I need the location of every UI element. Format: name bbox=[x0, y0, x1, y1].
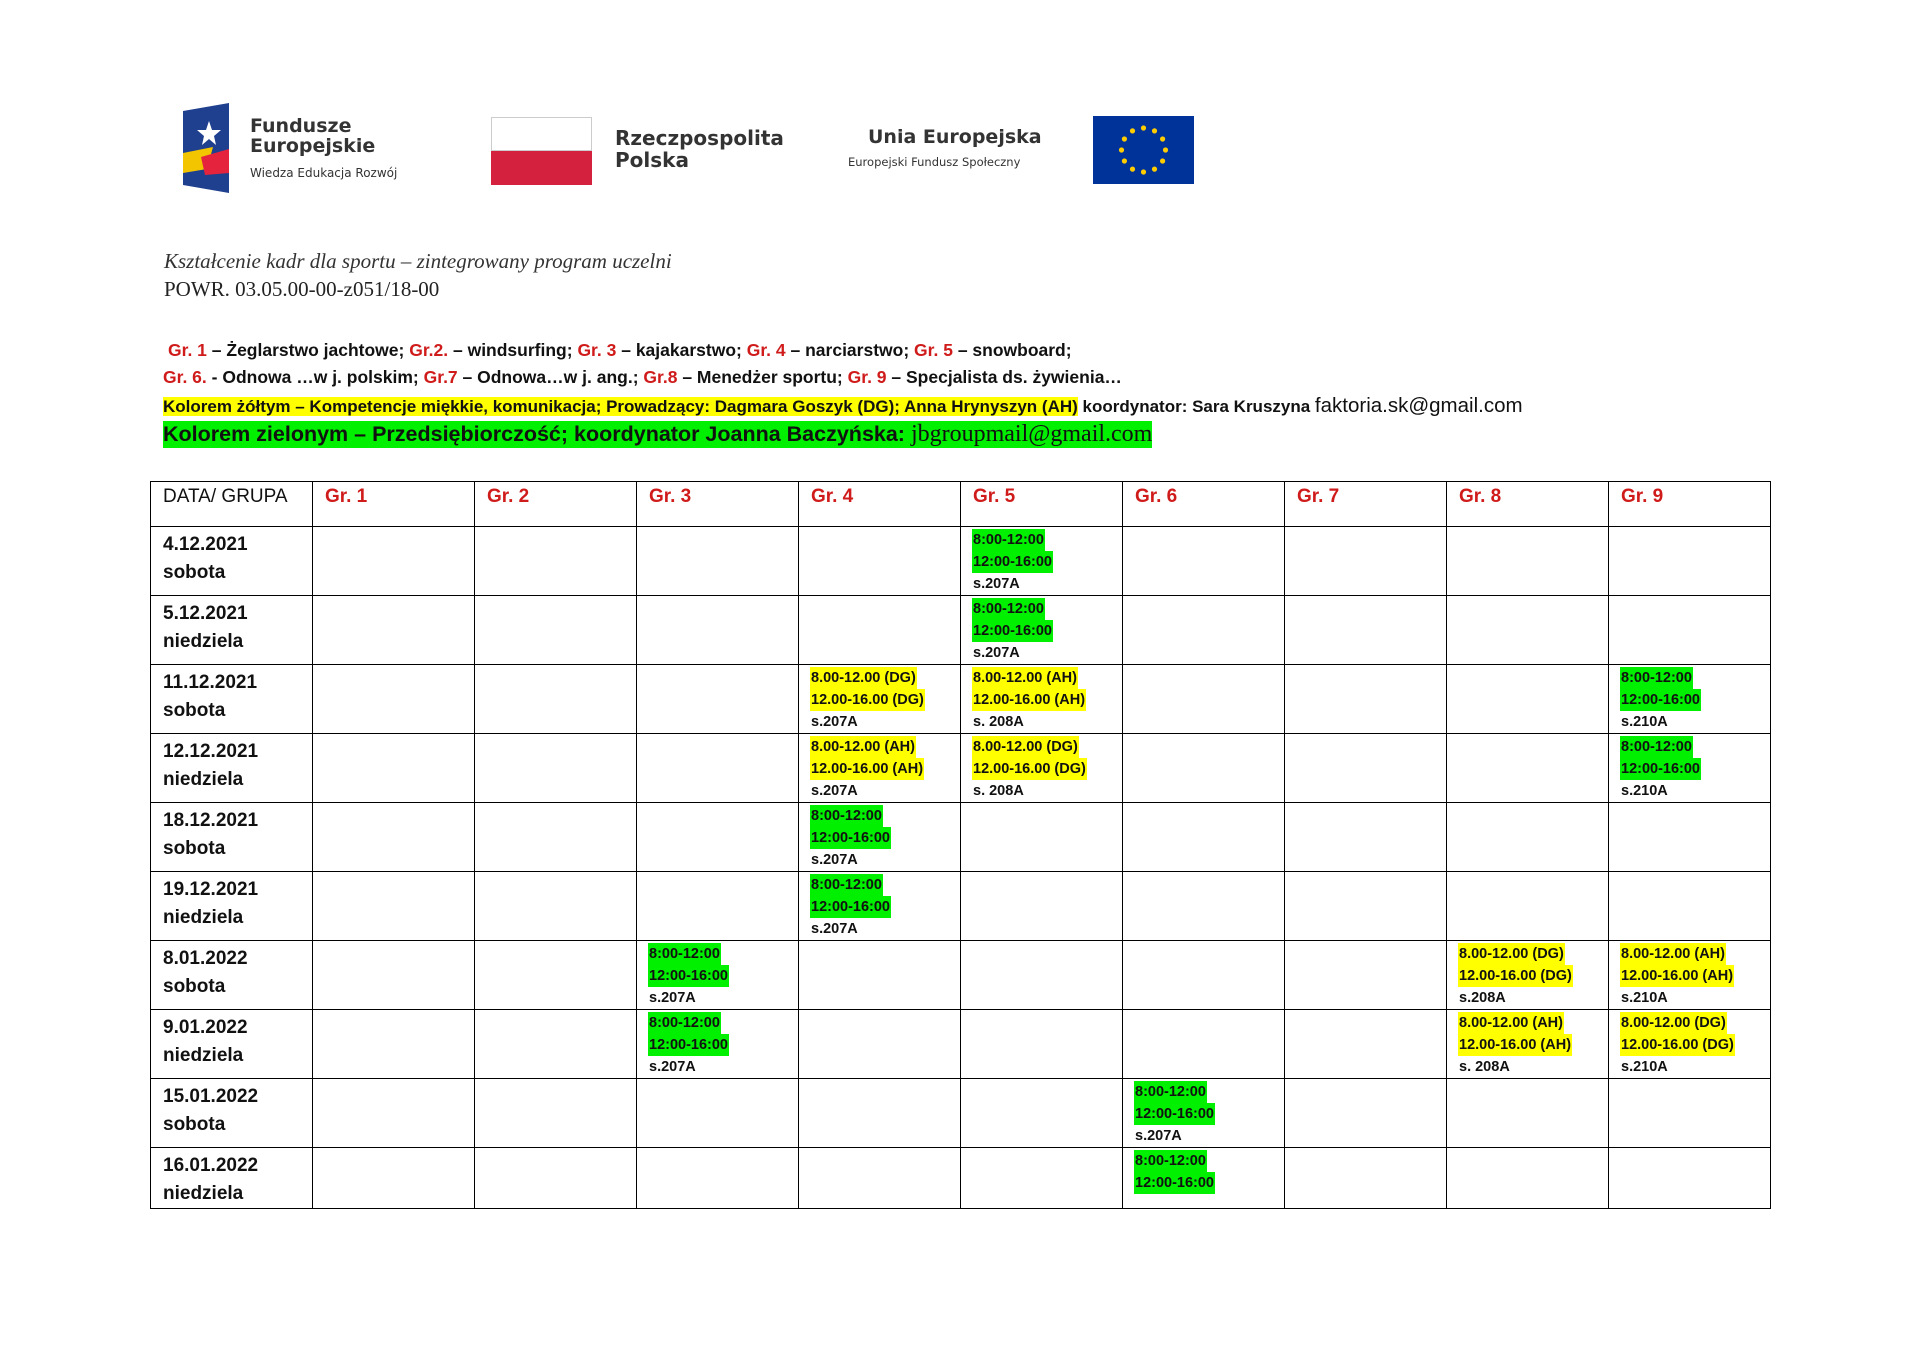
time-slot: 12.00-16.00 (AH) bbox=[972, 689, 1086, 711]
schedule-cell bbox=[799, 596, 961, 665]
group-legend-line-2 bbox=[163, 367, 1122, 388]
legend-group-description: – Odnowa…w j. ang.; bbox=[457, 367, 644, 387]
time-slot: 12:00-16:00 bbox=[1134, 1172, 1215, 1194]
weekday-text: niedziela bbox=[163, 1045, 244, 1066]
logo-bar bbox=[183, 100, 1203, 195]
schedule-cell bbox=[1447, 1148, 1609, 1209]
schedule-cell bbox=[1447, 665, 1609, 734]
eu-star-icon bbox=[1152, 128, 1157, 133]
legend-group-label: Gr.8 bbox=[643, 367, 678, 387]
time-slot: 8.00-12.00 (DG) bbox=[972, 736, 1079, 758]
date-cell bbox=[151, 941, 313, 1010]
schedule-cell bbox=[637, 872, 799, 941]
time-slot: 12.00-16.00 (DG) bbox=[1620, 1034, 1735, 1056]
schedule-cell bbox=[961, 596, 1123, 665]
schedule-cell bbox=[799, 1148, 961, 1209]
room-label: s. 208A bbox=[973, 714, 1024, 730]
schedule-cell bbox=[1609, 941, 1771, 1010]
date-text: 12.12.2021 bbox=[163, 741, 259, 762]
schedule-cell bbox=[637, 665, 799, 734]
schedule-cell bbox=[1609, 1148, 1771, 1209]
date-cell bbox=[151, 872, 313, 941]
schedule-cell bbox=[1285, 734, 1447, 803]
schedule-table bbox=[150, 481, 1771, 1209]
room-label: s.210A bbox=[1621, 783, 1668, 799]
header-group-6: Gr. 6 bbox=[1123, 482, 1285, 527]
weekday-text: niedziela bbox=[163, 1183, 244, 1204]
schedule-cell bbox=[475, 803, 637, 872]
eu-star-icon bbox=[1152, 167, 1157, 172]
date-cell bbox=[151, 803, 313, 872]
time-slot: 12:00-16:00 bbox=[972, 620, 1053, 642]
schedule-cell bbox=[799, 665, 961, 734]
schedule-cell bbox=[1609, 872, 1771, 941]
schedule-cell bbox=[1285, 1010, 1447, 1079]
room-label: s.207A bbox=[811, 714, 858, 730]
schedule-cell bbox=[961, 941, 1123, 1010]
schedule-cell bbox=[313, 527, 475, 596]
time-slot: 12:00-16:00 bbox=[648, 965, 729, 987]
time-slot: 8.00-12.00 (AH) bbox=[810, 736, 916, 758]
schedule-cell bbox=[1123, 803, 1285, 872]
eu-star-icon bbox=[1141, 169, 1146, 174]
schedule-cell bbox=[799, 527, 961, 596]
time-slot: 12:00-16:00 bbox=[1620, 689, 1701, 711]
schedule-cell bbox=[1447, 1079, 1609, 1148]
time-slot: 8:00-12:00 bbox=[648, 943, 721, 965]
time-slot: 12:00-16:00 bbox=[972, 551, 1053, 573]
header-group-5: Gr. 5 bbox=[961, 482, 1123, 527]
date-text: 5.12.2021 bbox=[163, 603, 248, 624]
schedule-cell bbox=[637, 803, 799, 872]
schedule-cell bbox=[637, 1010, 799, 1079]
yellow-coordinator: koordynator: Sara Kruszyna bbox=[1077, 397, 1315, 416]
table-row bbox=[151, 1148, 1771, 1209]
schedule-cell bbox=[1285, 527, 1447, 596]
schedule-cell bbox=[1123, 941, 1285, 1010]
time-slot: 8:00-12:00 bbox=[1620, 736, 1693, 758]
time-slot: 8:00-12:00 bbox=[810, 874, 883, 896]
schedule-cell bbox=[799, 872, 961, 941]
schedule-cell bbox=[475, 872, 637, 941]
room-label: s. 208A bbox=[973, 783, 1024, 799]
eu-star-icon bbox=[1119, 147, 1124, 152]
schedule-cell bbox=[1123, 527, 1285, 596]
schedule-cell bbox=[637, 1148, 799, 1209]
room-label: s.207A bbox=[649, 1059, 696, 1075]
legend-group-label: Gr. 9 bbox=[847, 367, 887, 387]
weekday-text: sobota bbox=[163, 838, 226, 859]
schedule-cell bbox=[1285, 1079, 1447, 1148]
room-label: s.210A bbox=[1621, 1059, 1668, 1075]
legend-group-label: Gr.7 bbox=[423, 367, 458, 387]
date-text: 19.12.2021 bbox=[163, 879, 259, 900]
schedule-cell bbox=[475, 527, 637, 596]
schedule-cell bbox=[1447, 734, 1609, 803]
header-group-2: Gr. 2 bbox=[475, 482, 637, 527]
schedule-cell bbox=[799, 734, 961, 803]
time-slot: 8:00-12:00 bbox=[1134, 1081, 1207, 1103]
schedule-cell bbox=[1123, 872, 1285, 941]
eu-star-icon bbox=[1141, 125, 1146, 130]
legend-group-description: - Odnowa …w j. polskim; bbox=[206, 367, 424, 387]
legend-group-description: – windsurfing; bbox=[448, 340, 578, 360]
time-slot: 12:00-16:00 bbox=[1620, 758, 1701, 780]
header-group-7: Gr. 7 bbox=[1285, 482, 1447, 527]
schedule-cell bbox=[961, 1148, 1123, 1209]
date-text: 16.01.2022 bbox=[163, 1155, 259, 1176]
legend-group-label: Gr. 1 bbox=[168, 340, 207, 360]
schedule-cell bbox=[1123, 1148, 1285, 1209]
schedule-cell bbox=[1609, 1010, 1771, 1079]
schedule-cell bbox=[475, 734, 637, 803]
green-highlight-text: Kolorem zielonym – Przedsiębiorczość; koordynator Joanna Baczyńska: bbox=[163, 422, 911, 446]
table-row bbox=[151, 734, 1771, 803]
date-cell bbox=[151, 734, 313, 803]
legend-group-label: Gr. 5 bbox=[914, 340, 953, 360]
schedule-cell bbox=[799, 1010, 961, 1079]
eu-star-icon bbox=[1130, 128, 1135, 133]
time-slot: 8.00-12.00 (AH) bbox=[972, 667, 1078, 689]
schedule-cell bbox=[1447, 527, 1609, 596]
date-text: 15.01.2022 bbox=[163, 1086, 259, 1107]
schedule-cell bbox=[961, 734, 1123, 803]
date-cell bbox=[151, 527, 313, 596]
schedule-cell bbox=[637, 527, 799, 596]
schedule-cell bbox=[1285, 665, 1447, 734]
room-label: s.207A bbox=[973, 576, 1020, 592]
schedule-cell bbox=[799, 1079, 961, 1148]
ue-name: Unia Europejska bbox=[868, 126, 1042, 148]
schedule-cell bbox=[313, 665, 475, 734]
group-legend-line-1 bbox=[168, 340, 1072, 361]
time-slot: 8:00-12:00 bbox=[972, 598, 1045, 620]
time-slot: 12:00-16:00 bbox=[648, 1034, 729, 1056]
project-code: POWR. 03.05.00-00-z051/18-00 bbox=[164, 277, 440, 301]
time-slot: 12:00-16:00 bbox=[810, 827, 891, 849]
time-slot: 8.00-12.00 (DG) bbox=[1620, 1012, 1727, 1034]
time-slot: 8.00-12.00 (AH) bbox=[1620, 943, 1726, 965]
weekday-text: niedziela bbox=[163, 769, 244, 790]
time-slot: 8:00-12:00 bbox=[648, 1012, 721, 1034]
eu-star-icon bbox=[1122, 136, 1127, 141]
schedule-cell bbox=[475, 665, 637, 734]
table-row bbox=[151, 527, 1771, 596]
schedule-cell bbox=[1609, 527, 1771, 596]
date-text: 8.01.2022 bbox=[163, 948, 248, 969]
ue-subtitle: Europejski Fundusz Społeczny bbox=[848, 155, 1021, 169]
eu-star-icon bbox=[1160, 136, 1165, 141]
room-label: s.207A bbox=[1135, 1128, 1182, 1144]
green-coordinator-email[interactable]: jbgroupmail@gmail.com bbox=[910, 421, 1153, 447]
room-label: s. 208A bbox=[1459, 1059, 1510, 1075]
legend-group-description: – Żeglarstwo jachtowe; bbox=[206, 340, 410, 360]
schedule-cell bbox=[313, 596, 475, 665]
schedule-cell bbox=[1447, 596, 1609, 665]
time-slot: 12.00-16.00 (AH) bbox=[1458, 1034, 1572, 1056]
schedule-cell bbox=[1609, 665, 1771, 734]
table-row bbox=[151, 803, 1771, 872]
time-slot: 12.00-16.00 (DG) bbox=[1458, 965, 1573, 987]
table-row bbox=[151, 872, 1771, 941]
schedule-cell bbox=[961, 665, 1123, 734]
schedule-cell bbox=[1285, 596, 1447, 665]
room-label: s.208A bbox=[1459, 990, 1506, 1006]
time-slot: 12.00-16.00 (AH) bbox=[810, 758, 924, 780]
schedule-cell bbox=[1447, 1010, 1609, 1079]
schedule-cell bbox=[1447, 803, 1609, 872]
yellow-legend bbox=[163, 394, 1523, 418]
schedule-cell bbox=[475, 1148, 637, 1209]
time-slot: 8:00-12:00 bbox=[972, 529, 1045, 551]
table-header-row bbox=[151, 482, 1771, 527]
schedule-cell bbox=[313, 734, 475, 803]
header-group-9: Gr. 9 bbox=[1609, 482, 1771, 527]
eu-flag-icon bbox=[1093, 116, 1194, 184]
schedule-cell bbox=[1609, 803, 1771, 872]
legend-group-description: – narciarstwo; bbox=[785, 340, 915, 360]
eu-star-icon bbox=[1130, 167, 1135, 172]
schedule-cell bbox=[475, 941, 637, 1010]
legend-group-label: Gr. 3 bbox=[577, 340, 617, 360]
header-group-4: Gr. 4 bbox=[799, 482, 961, 527]
table-row bbox=[151, 941, 1771, 1010]
schedule-cell bbox=[475, 596, 637, 665]
fe-subtitle: Wiedza Edukacja Rozwój bbox=[250, 166, 398, 180]
weekday-text: niedziela bbox=[163, 907, 244, 928]
time-slot: 12.00-16.00 (AH) bbox=[1620, 965, 1734, 987]
date-cell bbox=[151, 1079, 313, 1148]
room-label: s.210A bbox=[1621, 990, 1668, 1006]
table-row bbox=[151, 665, 1771, 734]
room-label: s.210A bbox=[1621, 714, 1668, 730]
room-label: s.207A bbox=[811, 921, 858, 937]
date-cell bbox=[151, 596, 313, 665]
time-slot: 8.00-12.00 (DG) bbox=[810, 667, 917, 689]
room-label: s.207A bbox=[811, 783, 858, 799]
schedule-cell bbox=[961, 1079, 1123, 1148]
legend-group-label: Gr.2. bbox=[409, 340, 449, 360]
header-group-3: Gr. 3 bbox=[637, 482, 799, 527]
schedule-cell bbox=[313, 1079, 475, 1148]
room-label: s.207A bbox=[649, 990, 696, 1006]
date-cell bbox=[151, 665, 313, 734]
table-row bbox=[151, 596, 1771, 665]
schedule-cell bbox=[1447, 872, 1609, 941]
green-legend bbox=[163, 421, 1152, 448]
weekday-text: sobota bbox=[163, 1114, 226, 1135]
schedule-cell bbox=[1123, 596, 1285, 665]
weekday-text: sobota bbox=[163, 976, 226, 997]
yellow-highlight-text: Kolorem żółtym – Kompetencje miękkie, komunikacja; Prowadzący: Dagmara Goszyk (DG); Anna Hrynyszyn (AH) bbox=[163, 397, 1078, 416]
schedule-cell bbox=[1123, 665, 1285, 734]
schedule-cell bbox=[637, 1079, 799, 1148]
date-cell bbox=[151, 1148, 313, 1209]
schedule-cell bbox=[799, 803, 961, 872]
legend-group-description: – kajakarstwo; bbox=[616, 340, 747, 360]
time-slot: 8:00-12:00 bbox=[1620, 667, 1693, 689]
date-text: 11.12.2021 bbox=[163, 672, 258, 693]
time-slot: 8:00-12:00 bbox=[810, 805, 883, 827]
time-slot: 8:00-12:00 bbox=[1134, 1150, 1207, 1172]
time-slot: 12:00-16:00 bbox=[810, 896, 891, 918]
schedule-cell bbox=[475, 1079, 637, 1148]
schedule-cell bbox=[313, 872, 475, 941]
weekday-text: sobota bbox=[163, 562, 226, 583]
header-group-1: Gr. 1 bbox=[313, 482, 475, 527]
room-label: s.207A bbox=[973, 645, 1020, 661]
table-body bbox=[151, 527, 1771, 1209]
time-slot: 8.00-12.00 (AH) bbox=[1458, 1012, 1564, 1034]
weekday-text: niedziela bbox=[163, 631, 244, 652]
schedule-cell bbox=[1285, 803, 1447, 872]
date-text: 9.01.2022 bbox=[163, 1017, 248, 1038]
schedule-cell bbox=[961, 527, 1123, 596]
eu-star-icon bbox=[1160, 158, 1165, 163]
schedule-cell bbox=[313, 1148, 475, 1209]
schedule-cell bbox=[1447, 941, 1609, 1010]
schedule-cell bbox=[961, 1010, 1123, 1079]
schedule-cell bbox=[1123, 1079, 1285, 1148]
schedule-cell bbox=[1285, 1148, 1447, 1209]
fe-star-icon bbox=[183, 103, 233, 193]
room-label: s.207A bbox=[811, 852, 858, 868]
project-title: Kształcenie kadr dla sportu – zintegrowany program uczelni bbox=[164, 249, 672, 273]
weekday-text: sobota bbox=[163, 700, 226, 721]
eu-star-icon bbox=[1163, 147, 1168, 152]
schedule-cell bbox=[961, 803, 1123, 872]
schedule-cell bbox=[1609, 734, 1771, 803]
schedule-cell bbox=[1123, 1010, 1285, 1079]
legend-group-label: Gr. 6. bbox=[163, 367, 207, 387]
yellow-coordinator-email[interactable]: faktoria.sk@gmail.com bbox=[1314, 394, 1523, 417]
rp-name: Rzeczpospolita Polska bbox=[615, 126, 784, 172]
legend-group-label: Gr. 4 bbox=[746, 340, 786, 360]
rzeczpospolita-logo bbox=[491, 100, 791, 195]
time-slot: 12.00-16.00 (DG) bbox=[810, 689, 925, 711]
time-slot: 8.00-12.00 (DG) bbox=[1458, 943, 1565, 965]
schedule-cell bbox=[313, 1010, 475, 1079]
date-text: 4.12.2021 bbox=[163, 534, 248, 555]
date-cell bbox=[151, 1010, 313, 1079]
schedule-cell bbox=[961, 872, 1123, 941]
schedule-cell bbox=[475, 1010, 637, 1079]
header-group-8: Gr. 8 bbox=[1447, 482, 1609, 527]
date-text: 18.12.2021 bbox=[163, 810, 259, 831]
header-date-group: DATA/ GRUPA bbox=[151, 482, 313, 527]
schedule-cell bbox=[637, 734, 799, 803]
fundusze-europejskie-logo bbox=[183, 100, 443, 195]
unia-europejska-logo bbox=[848, 100, 1203, 195]
fe-name: Fundusze Europejskie bbox=[250, 115, 376, 157]
schedule-cell bbox=[1285, 872, 1447, 941]
time-slot: 12.00-16.00 (DG) bbox=[972, 758, 1087, 780]
schedule-cell bbox=[1609, 1079, 1771, 1148]
schedule-cell bbox=[637, 596, 799, 665]
table-row bbox=[151, 1010, 1771, 1079]
polish-flag-icon bbox=[491, 117, 592, 185]
schedule-cell bbox=[799, 941, 961, 1010]
legend-group-description: – Specjalista ds. żywienia… bbox=[886, 367, 1122, 387]
schedule-cell bbox=[1609, 596, 1771, 665]
schedule-cell bbox=[313, 803, 475, 872]
schedule-cell bbox=[637, 941, 799, 1010]
schedule-cell bbox=[313, 941, 475, 1010]
table-row bbox=[151, 1079, 1771, 1148]
schedule-cell bbox=[1285, 941, 1447, 1010]
legend-group-description: – snowboard; bbox=[952, 340, 1072, 360]
legend-group-description: – Menedżer sportu; bbox=[677, 367, 848, 387]
time-slot: 12:00-16:00 bbox=[1134, 1103, 1215, 1125]
eu-star-icon bbox=[1122, 158, 1127, 163]
schedule-cell bbox=[1123, 734, 1285, 803]
